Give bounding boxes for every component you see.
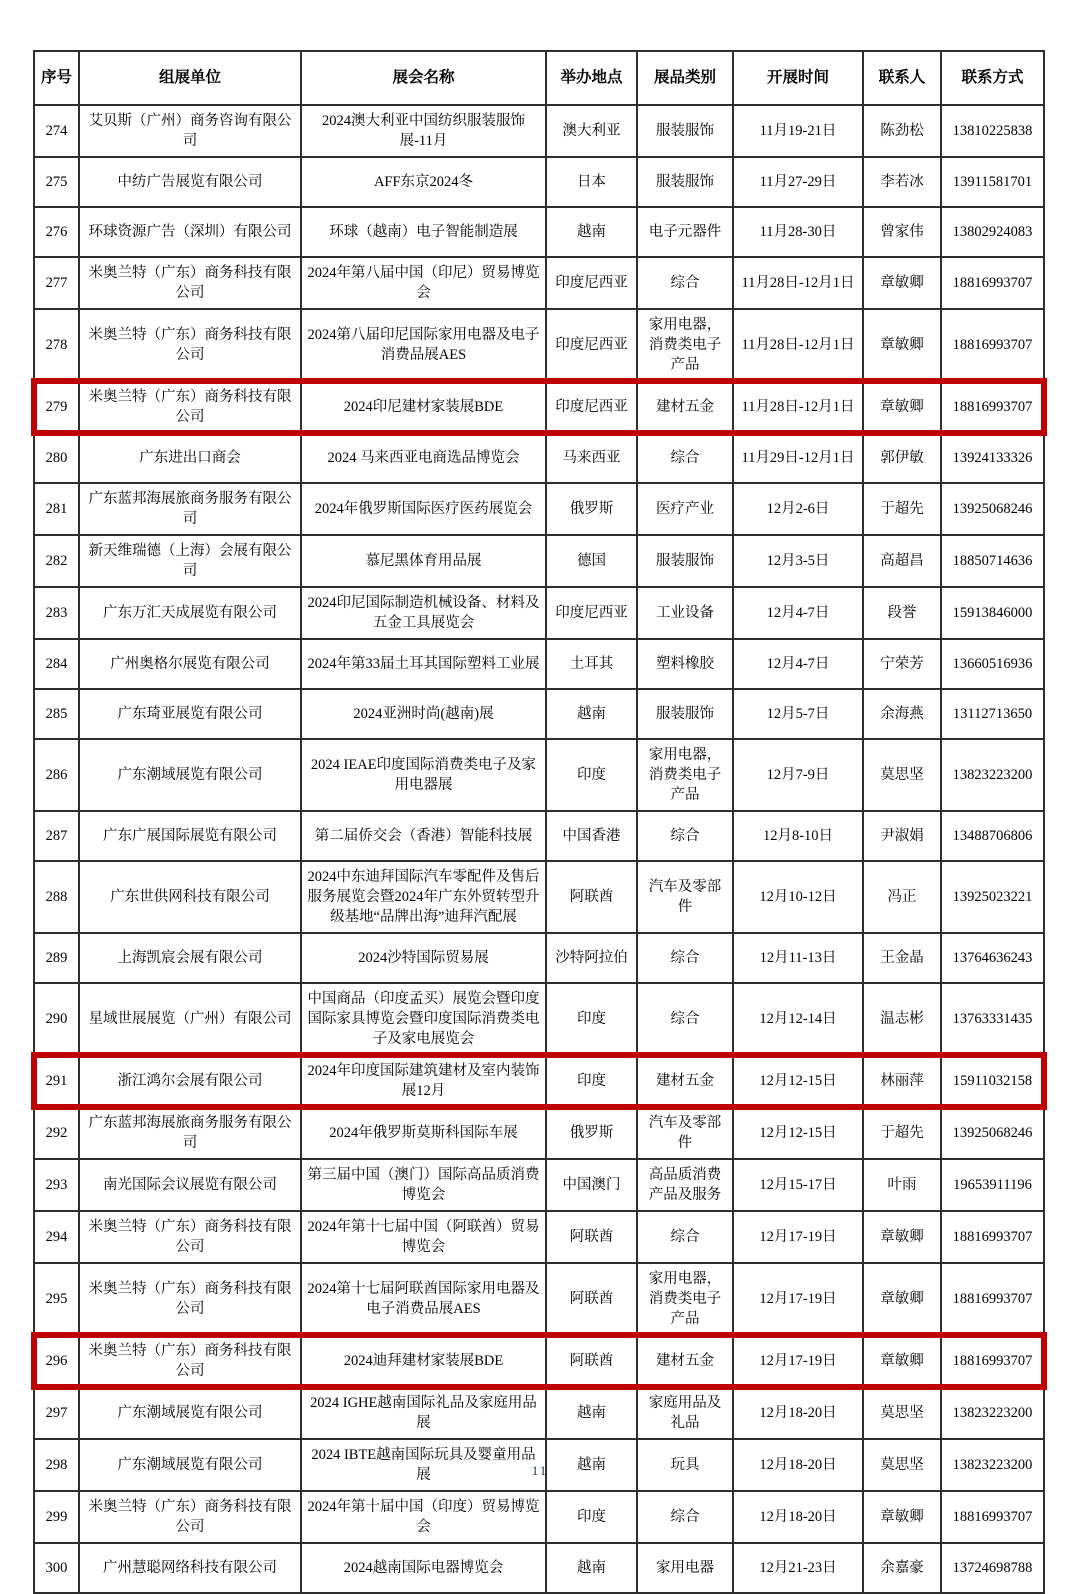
cell-contact: 叶雨	[863, 1159, 941, 1211]
cell-index: 295	[34, 1263, 79, 1335]
cell-organizer: 环球资源广告（深圳）有限公司	[79, 207, 301, 257]
cell-organizer: 南光国际会议展览有限公司	[79, 1159, 301, 1211]
cell-index: 275	[34, 157, 79, 207]
cell-phone: 13925068246	[941, 483, 1044, 535]
cell-contact: 章敏卿	[863, 257, 941, 309]
cell-index: 288	[34, 861, 79, 933]
cell-organizer: 广东潮域展览有限公司	[79, 1439, 301, 1491]
page-number: 11	[531, 1463, 549, 1478]
cell-category: 综合	[637, 1491, 733, 1543]
cell-phone: 13488706806	[941, 811, 1044, 861]
cell-exhibition-name: 2024 IEAE印度国际消费类电子及家用电器展	[301, 739, 546, 811]
cell-category: 玩具	[637, 1439, 733, 1491]
cell-exhibition-name: 2024印尼建材家装展BDE	[301, 381, 546, 433]
cell-category: 工业设备	[637, 587, 733, 639]
cell-date: 11月28日-12月1日	[733, 257, 863, 309]
cell-contact: 李若冰	[863, 157, 941, 207]
cell-contact: 莫思坚	[863, 1387, 941, 1439]
cell-contact: 冯正	[863, 861, 941, 933]
cell-date: 11月28-30日	[733, 207, 863, 257]
cell-phone: 15911032158	[941, 1055, 1044, 1107]
table-row	[34, 933, 1044, 983]
cell-date: 12月21-23日	[733, 1543, 863, 1593]
cell-date: 11月29日-12月1日	[733, 433, 863, 483]
cell-date: 12月3-5日	[733, 535, 863, 587]
cell-category: 家用电器，消费类电子产品	[637, 739, 733, 811]
cell-date: 12月5-7日	[733, 689, 863, 739]
table-row	[34, 811, 1044, 861]
cell-category: 家用电器	[637, 1543, 733, 1593]
cell-index: 278	[34, 309, 79, 381]
cell-date: 12月17-19日	[733, 1263, 863, 1335]
column-header: 序号	[34, 51, 79, 105]
cell-location: 德国	[546, 535, 637, 587]
cell-organizer: 浙江鸿尔会展有限公司	[79, 1055, 301, 1107]
cell-date: 12月18-20日	[733, 1439, 863, 1491]
cell-organizer: 中纺广告展览有限公司	[79, 157, 301, 207]
cell-phone: 13924133326	[941, 433, 1044, 483]
cell-location: 越南	[546, 207, 637, 257]
cell-index: 293	[34, 1159, 79, 1211]
cell-location: 马来西亚	[546, 433, 637, 483]
cell-date: 12月12-15日	[733, 1107, 863, 1159]
cell-date: 12月18-20日	[733, 1491, 863, 1543]
cell-category: 综合	[637, 1211, 733, 1263]
cell-index: 291	[34, 1055, 79, 1107]
cell-organizer: 广东进出口商会	[79, 433, 301, 483]
cell-organizer: 米奥兰特（广东）商务科技有限公司	[79, 1335, 301, 1387]
cell-location: 土耳其	[546, 639, 637, 689]
cell-exhibition-name: 2024沙特国际贸易展	[301, 933, 546, 983]
cell-phone: 18816993707	[941, 309, 1044, 381]
cell-contact: 尹淑娟	[863, 811, 941, 861]
cell-contact: 段誉	[863, 587, 941, 639]
cell-phone: 13911581701	[941, 157, 1044, 207]
cell-location: 印度尼西亚	[546, 587, 637, 639]
column-header: 联系方式	[941, 51, 1044, 105]
table-row-highlighted	[34, 381, 1044, 433]
cell-category: 汽车及零部件	[637, 1107, 733, 1159]
cell-category: 塑料橡胶	[637, 639, 733, 689]
cell-index: 280	[34, 433, 79, 483]
cell-contact: 温志彬	[863, 983, 941, 1055]
cell-location: 越南	[546, 1543, 637, 1593]
cell-category: 建材五金	[637, 381, 733, 433]
cell-exhibition-name: 2024年俄罗斯莫斯科国际车展	[301, 1107, 546, 1159]
cell-phone: 18816993707	[941, 381, 1044, 433]
cell-contact: 余海燕	[863, 689, 941, 739]
column-header: 举办地点	[546, 51, 637, 105]
cell-index: 289	[34, 933, 79, 983]
column-header: 组展单位	[79, 51, 301, 105]
cell-exhibition-name: 2024年第八届中国（印尼）贸易博览会	[301, 257, 546, 309]
cell-organizer: 米奥兰特（广东）商务科技有限公司	[79, 1211, 301, 1263]
cell-contact: 王金晶	[863, 933, 941, 983]
cell-phone: 18816993707	[941, 1491, 1044, 1543]
cell-location: 印度	[546, 983, 637, 1055]
cell-contact: 章敏卿	[863, 1263, 941, 1335]
table-body	[34, 105, 1044, 1593]
cell-exhibition-name: 2024年第十七届中国（阿联酋）贸易博览会	[301, 1211, 546, 1263]
cell-index: 299	[34, 1491, 79, 1543]
column-header: 展会名称	[301, 51, 546, 105]
cell-date: 12月4-7日	[733, 587, 863, 639]
table-row	[34, 983, 1044, 1055]
cell-phone: 13112713650	[941, 689, 1044, 739]
cell-exhibition-name: 2024 IBTE越南国际玩具及婴童用品展	[301, 1439, 546, 1491]
cell-index: 298	[34, 1439, 79, 1491]
cell-location: 沙特阿拉伯	[546, 933, 637, 983]
cell-contact: 章敏卿	[863, 381, 941, 433]
cell-organizer: 广州慧聪网络科技有限公司	[79, 1543, 301, 1593]
cell-exhibition-name: 2024年第十届中国（印度）贸易博览会	[301, 1491, 546, 1543]
cell-date: 12月15-17日	[733, 1159, 863, 1211]
cell-phone: 13925023221	[941, 861, 1044, 933]
cell-location: 中国澳门	[546, 1159, 637, 1211]
cell-organizer: 米奥兰特（广东）商务科技有限公司	[79, 1491, 301, 1543]
cell-date: 12月18-20日	[733, 1387, 863, 1439]
column-header: 展品类别	[637, 51, 733, 105]
table-row	[34, 1159, 1044, 1211]
cell-index: 283	[34, 587, 79, 639]
cell-organizer: 新天维瑞德（上海）会展有限公司	[79, 535, 301, 587]
cell-exhibition-name: 中国商品（印度孟买）展览会暨印度国际家具博览会暨印度国际消费类电子及家电展览会	[301, 983, 546, 1055]
cell-location: 阿联酋	[546, 1263, 637, 1335]
cell-phone: 18850714636	[941, 535, 1044, 587]
cell-index: 297	[34, 1387, 79, 1439]
cell-date: 12月10-12日	[733, 861, 863, 933]
cell-location: 印度	[546, 739, 637, 811]
cell-organizer: 艾贝斯（广州）商务咨询有限公司	[79, 105, 301, 157]
cell-category: 建材五金	[637, 1335, 733, 1387]
cell-exhibition-name: 慕尼黑体育用品展	[301, 535, 546, 587]
cell-category: 汽车及零部件	[637, 861, 733, 933]
cell-date: 12月17-19日	[733, 1335, 863, 1387]
cell-contact: 于超先	[863, 1107, 941, 1159]
cell-exhibition-name: 2024中东迪拜国际汽车零配件及售后服务展览会暨2024年广东外贸转型升级基地“品牌出海”迪拜汽配展	[301, 861, 546, 933]
cell-phone: 13823223200	[941, 739, 1044, 811]
cell-location: 印度尼西亚	[546, 257, 637, 309]
table-row	[34, 105, 1044, 157]
table-row	[34, 639, 1044, 689]
cell-category: 综合	[637, 811, 733, 861]
cell-index: 287	[34, 811, 79, 861]
cell-index: 284	[34, 639, 79, 689]
cell-index: 286	[34, 739, 79, 811]
cell-date: 12月2-6日	[733, 483, 863, 535]
cell-exhibition-name: 2024 马来西亚电商选品博览会	[301, 433, 546, 483]
table-row	[34, 257, 1044, 309]
cell-category: 服装服饰	[637, 157, 733, 207]
column-header: 开展时间	[733, 51, 863, 105]
table-row-highlighted	[34, 1335, 1044, 1387]
cell-category: 服装服饰	[637, 535, 733, 587]
cell-category: 家用电器，消费类电子产品	[637, 1263, 733, 1335]
cell-phone: 18816993707	[941, 257, 1044, 309]
cell-phone: 13925068246	[941, 1107, 1044, 1159]
table-row	[34, 861, 1044, 933]
cell-location: 俄罗斯	[546, 1107, 637, 1159]
cell-phone: 18816993707	[941, 1263, 1044, 1335]
cell-phone: 13810225838	[941, 105, 1044, 157]
cell-location: 越南	[546, 689, 637, 739]
cell-date: 12月12-15日	[733, 1055, 863, 1107]
cell-category: 电子元器件	[637, 207, 733, 257]
cell-phone: 13823223200	[941, 1439, 1044, 1491]
cell-category: 家庭用品及礼品	[637, 1387, 733, 1439]
cell-organizer: 星域世展展览（广州）有限公司	[79, 983, 301, 1055]
table-row	[34, 587, 1044, 639]
cell-category: 综合	[637, 933, 733, 983]
cell-location: 阿联酋	[546, 1211, 637, 1263]
cell-organizer: 米奥兰特（广东）商务科技有限公司	[79, 1263, 301, 1335]
cell-category: 服装服饰	[637, 689, 733, 739]
cell-organizer: 米奥兰特（广东）商务科技有限公司	[79, 309, 301, 381]
cell-location: 越南	[546, 1439, 637, 1491]
cell-exhibition-name: 第二届侨交会（香港）智能科技展	[301, 811, 546, 861]
cell-contact: 章敏卿	[863, 1491, 941, 1543]
cell-index: 274	[34, 105, 79, 157]
cell-exhibition-name: 2024年第33届土耳其国际塑料工业展	[301, 639, 546, 689]
cell-phone: 13763331435	[941, 983, 1044, 1055]
cell-category: 综合	[637, 983, 733, 1055]
cell-location: 印度尼西亚	[546, 381, 637, 433]
cell-location: 日本	[546, 157, 637, 207]
cell-exhibition-name: 2024年俄罗斯国际医疗医药展览会	[301, 483, 546, 535]
cell-organizer: 广东蓝邦海展旅商务服务有限公司	[79, 1107, 301, 1159]
table-row	[34, 1543, 1044, 1593]
cell-organizer: 上海凯宸会展有限公司	[79, 933, 301, 983]
table-row	[34, 1263, 1044, 1335]
cell-location: 印度	[546, 1491, 637, 1543]
cell-category: 综合	[637, 257, 733, 309]
table-row	[34, 157, 1044, 207]
cell-exhibition-name: 第三届中国（澳门）国际高品质消费博览会	[301, 1159, 546, 1211]
cell-exhibition-name: 2024澳大利亚中国纺织服装服饰展-11月	[301, 105, 546, 157]
cell-date: 12月12-14日	[733, 983, 863, 1055]
cell-date: 12月4-7日	[733, 639, 863, 689]
cell-contact: 陈劲松	[863, 105, 941, 157]
cell-index: 285	[34, 689, 79, 739]
cell-phone: 13764636243	[941, 933, 1044, 983]
column-header: 联系人	[863, 51, 941, 105]
header-row	[34, 51, 1044, 105]
cell-index: 276	[34, 207, 79, 257]
cell-organizer: 广东广展国际展览有限公司	[79, 811, 301, 861]
cell-index: 282	[34, 535, 79, 587]
cell-exhibition-name: 2024印尼国际制造机械设备、材料及五金工具展览会	[301, 587, 546, 639]
table-row	[34, 1491, 1044, 1543]
exhibition-table	[33, 50, 1045, 1594]
table-row	[34, 1211, 1044, 1263]
table-row	[34, 689, 1044, 739]
cell-organizer: 米奥兰特（广东）商务科技有限公司	[79, 381, 301, 433]
cell-contact: 于超先	[863, 483, 941, 535]
cell-index: 279	[34, 381, 79, 433]
cell-date: 12月8-10日	[733, 811, 863, 861]
cell-exhibition-name: 2024亚洲时尚(越南)展	[301, 689, 546, 739]
cell-phone: 15913846000	[941, 587, 1044, 639]
cell-index: 290	[34, 983, 79, 1055]
cell-phone: 19653911196	[941, 1159, 1044, 1211]
cell-index: 281	[34, 483, 79, 535]
cell-date: 12月11-13日	[733, 933, 863, 983]
cell-contact: 章敏卿	[863, 309, 941, 381]
cell-date: 12月7-9日	[733, 739, 863, 811]
cell-date: 11月27-29日	[733, 157, 863, 207]
table-header	[34, 51, 1044, 105]
cell-category: 高品质消费产品及服务	[637, 1159, 733, 1211]
cell-contact: 曾家伟	[863, 207, 941, 257]
cell-location: 印度尼西亚	[546, 309, 637, 381]
cell-index: 292	[34, 1107, 79, 1159]
cell-contact: 余嘉豪	[863, 1543, 941, 1593]
cell-index: 294	[34, 1211, 79, 1263]
cell-index: 300	[34, 1543, 79, 1593]
cell-organizer: 广东潮域展览有限公司	[79, 739, 301, 811]
cell-exhibition-name: 2024第十七届阿联酋国际家用电器及电子消费品展AES	[301, 1263, 546, 1335]
cell-date: 11月19-21日	[733, 105, 863, 157]
cell-contact: 莫思坚	[863, 739, 941, 811]
cell-exhibition-name: AFF东京2024冬	[301, 157, 546, 207]
cell-organizer: 广东万汇天成展览有限公司	[79, 587, 301, 639]
cell-location: 阿联酋	[546, 1335, 637, 1387]
cell-exhibition-name: 2024越南国际电器博览会	[301, 1543, 546, 1593]
table-row-highlighted	[34, 1055, 1044, 1107]
cell-category: 建材五金	[637, 1055, 733, 1107]
table-row	[34, 207, 1044, 257]
cell-contact: 林丽萍	[863, 1055, 941, 1107]
cell-location: 俄罗斯	[546, 483, 637, 535]
cell-organizer: 广东世供网科技有限公司	[79, 861, 301, 933]
table-row	[34, 739, 1044, 811]
cell-location: 越南	[546, 1387, 637, 1439]
cell-organizer: 米奥兰特（广东）商务科技有限公司	[79, 257, 301, 309]
cell-phone: 13724698788	[941, 1543, 1044, 1593]
cell-category: 家用电器，消费类电子产品	[637, 309, 733, 381]
cell-organizer: 广东蓝邦海展旅商务服务有限公司	[79, 483, 301, 535]
cell-index: 277	[34, 257, 79, 309]
cell-organizer: 广东潮域展览有限公司	[79, 1387, 301, 1439]
cell-phone: 18816993707	[941, 1335, 1044, 1387]
cell-date: 11月28日-12月1日	[733, 381, 863, 433]
cell-phone: 13660516936	[941, 639, 1044, 689]
table-row	[34, 483, 1044, 535]
cell-contact: 章敏卿	[863, 1335, 941, 1387]
cell-location: 印度	[546, 1055, 637, 1107]
cell-contact: 章敏卿	[863, 1211, 941, 1263]
cell-index: 296	[34, 1335, 79, 1387]
cell-contact: 莫思坚	[863, 1439, 941, 1491]
cell-exhibition-name: 环球（越南）电子智能制造展	[301, 207, 546, 257]
cell-organizer: 广东琦亚展览有限公司	[79, 689, 301, 739]
table-row	[34, 535, 1044, 587]
cell-location: 阿联酋	[546, 861, 637, 933]
cell-contact: 宁荣芳	[863, 639, 941, 689]
cell-location: 中国香港	[546, 811, 637, 861]
cell-exhibition-name: 2024第八届印尼国际家用电器及电子消费品展AES	[301, 309, 546, 381]
cell-exhibition-name: 2024年印度国际建筑建材及室内装饰展12月	[301, 1055, 546, 1107]
cell-category: 医疗产业	[637, 483, 733, 535]
cell-exhibition-name: 2024迪拜建材家装展BDE	[301, 1335, 546, 1387]
cell-date: 12月17-19日	[733, 1211, 863, 1263]
cell-phone: 13823223200	[941, 1387, 1044, 1439]
table-row	[34, 1107, 1044, 1159]
cell-contact: 郭伊敏	[863, 433, 941, 483]
table-row	[34, 309, 1044, 381]
cell-date: 11月28日-12月1日	[733, 309, 863, 381]
cell-category: 综合	[637, 433, 733, 483]
cell-contact: 高超昌	[863, 535, 941, 587]
table-row	[34, 1387, 1044, 1439]
cell-location: 澳大利亚	[546, 105, 637, 157]
table-row	[34, 433, 1044, 483]
cell-phone: 13802924083	[941, 207, 1044, 257]
cell-organizer: 广州奥格尔展览有限公司	[79, 639, 301, 689]
cell-exhibition-name: 2024 IGHE越南国际礼品及家庭用品展	[301, 1387, 546, 1439]
cell-category: 服装服饰	[637, 105, 733, 157]
cell-phone: 18816993707	[941, 1211, 1044, 1263]
